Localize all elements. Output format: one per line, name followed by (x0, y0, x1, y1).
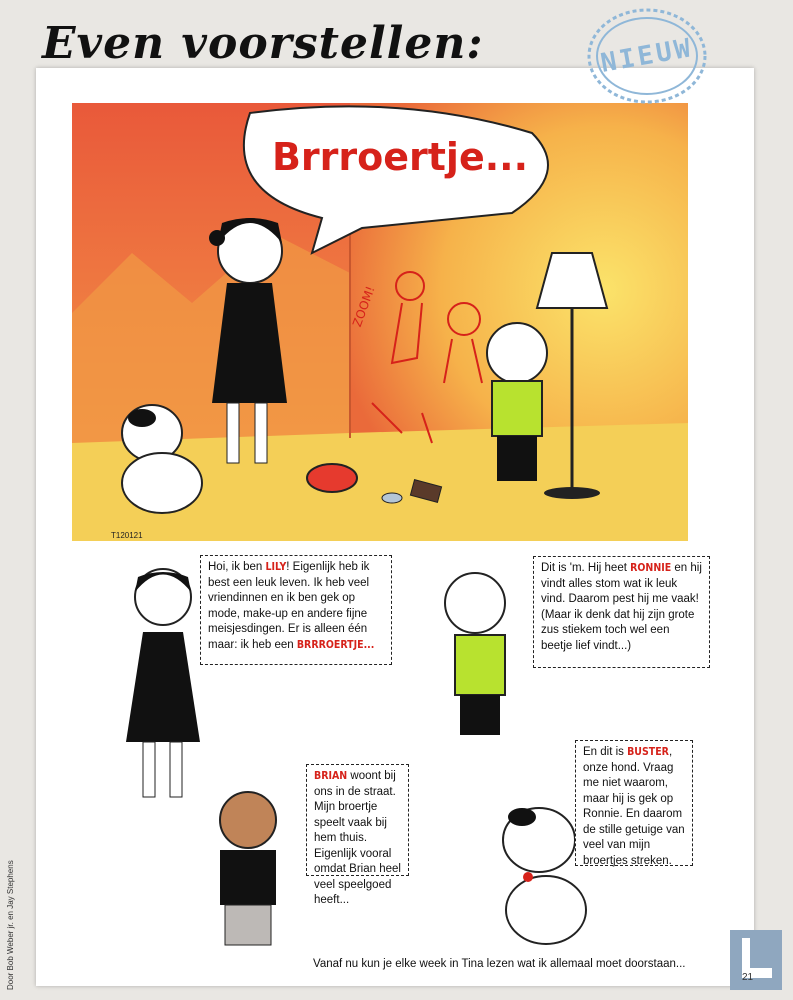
lily-intro-box (200, 555, 392, 665)
brian-portrait (200, 785, 295, 950)
buster-intro-text: , onze hond. Vraag me niet waarom, maar hij is gek op Ronnie. En daarom de stille getuige van veel van mijn broertjes streken. (583, 746, 685, 867)
lily-name: LILY (265, 561, 287, 573)
stamp-label: NIEUW (598, 33, 696, 79)
lily-intro-text: ! Eigenlijk heb ik best een leuk leven. Ik heb veel vriendinnen en ik ben gek op mode, make-up en andere fijne meisjesdingen. Er is alleen één maar: ik heb een (208, 561, 370, 651)
ronnie-name: RONNIE (630, 562, 672, 574)
ronnie-portrait (430, 565, 530, 740)
new-stamp (584, 4, 710, 108)
graffiti-text: ZOOM! (349, 284, 378, 329)
brian-intro-text: woont bij ons in de straat. Mijn broertje speelt vaak bij hem thuis. Eigenlijk vooral omdat Brian heel veel speelgoed heeft... (314, 770, 401, 906)
lily-brother-tag: BRRROERTJE... (296, 638, 375, 651)
author-credit: Door Bob Weber jr. en Jay Stephens (6, 860, 15, 990)
brian-intro-box (306, 764, 409, 906)
page-number: 21 (742, 972, 754, 983)
lily-intro-text-start: Hoi, ik ben (208, 561, 266, 573)
ronnie-intro-text-start: Dit is 'm. Hij heet (541, 562, 631, 574)
ronnie-intro-text: en hij vindt alles stom wat ik leuk vind. Daarom pest hij me vaak! (Maar ik denk dat hij zijn grote zus stiekem toch wel een beetje lief vindt...) (541, 562, 702, 652)
buster-name: BUSTER (627, 746, 669, 758)
brian-name: BRIAN (314, 770, 348, 782)
ronnie-intro-box (533, 556, 710, 668)
footer-text: Vanaf nu kun je elke week in Tina lezen wat ik allemaal moet doorstaan... (313, 958, 686, 970)
speech-bubble-text: Brrroertje... (271, 135, 529, 179)
panel-code: T120121 (111, 531, 143, 540)
page-title: Even voorstellen: (42, 18, 484, 69)
buster-intro-box (575, 740, 693, 866)
buster-intro-text-start: En dit is (583, 746, 628, 758)
